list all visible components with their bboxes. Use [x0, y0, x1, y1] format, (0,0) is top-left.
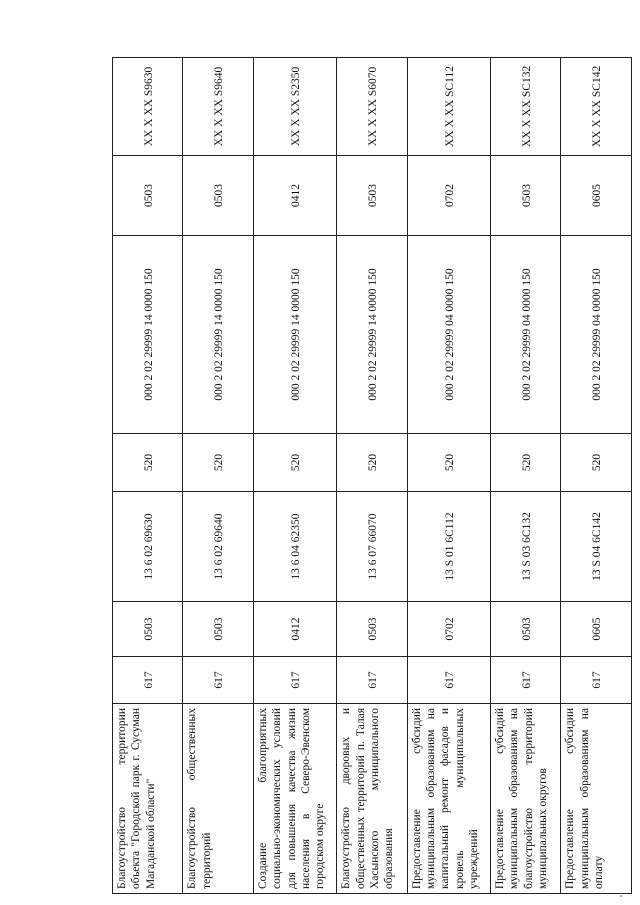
cell-code: XX X XX SС112: [407, 58, 490, 156]
cell-vr: 520: [183, 434, 253, 492]
cell-grbs: 617: [407, 657, 490, 704]
cell-vr: 520: [561, 434, 632, 492]
rotated-table-container: [112, 58, 632, 894]
cell-code: XX X XX S9630: [113, 58, 183, 156]
table-row: [113, 58, 183, 894]
scan-speck: [620, 895, 622, 897]
cell-name: Предоставление субсидий муниципальным образованиям на благоустройство территорий муниципальных округов: [491, 704, 561, 894]
cell-rz2: 0503: [183, 156, 253, 236]
cell-rz2: 0605: [561, 156, 632, 236]
cell-code: XX X XX S9640: [183, 58, 253, 156]
cell-name: Создание благоприятных социально-экономических условий для повышения качества жизни населения в Северо-Эвенском городском округе: [253, 704, 336, 894]
table-row: [491, 58, 561, 894]
cell-code: XX X XX SС132: [491, 58, 561, 156]
cell-name: Благоустройство общественных территорий: [183, 704, 253, 894]
cell-vr: 520: [253, 434, 336, 492]
cell-name: Благоустройство территории объекта "Городской парк г. Сусуман Магаданской области": [113, 704, 183, 894]
cell-csr: 13 6 07 66070: [337, 492, 407, 602]
cell-name: Благоустройство дворовых и общественных территорий п. Талая Хасынского муниципального образования: [337, 704, 407, 894]
cell-rz2: 0412: [253, 156, 336, 236]
cell-grbs: 617: [183, 657, 253, 704]
table-row: [407, 58, 490, 894]
cell-kbk: 000 2 02 29999 04 0000 150: [407, 236, 490, 434]
cell-grbs: 617: [561, 657, 632, 704]
cell-kbk: 000 2 02 29999 14 0000 150: [113, 236, 183, 434]
table-row: [337, 58, 407, 894]
cell-kbk: 000 2 02 29999 14 0000 150: [183, 236, 253, 434]
cell-rz: 0702: [407, 602, 490, 657]
cell-csr: 13 S 04 6С142: [561, 492, 632, 602]
cell-rz2: 0503: [491, 156, 561, 236]
cell-name: Предоставление субсидии муниципальным образованиям на оплату: [561, 704, 632, 894]
cell-csr: 13 6 04 62350: [253, 492, 336, 602]
cell-vr: 520: [337, 434, 407, 492]
budget-table: [112, 57, 632, 894]
cell-rz: 0503: [337, 602, 407, 657]
cell-kbk: 000 2 02 29999 04 0000 150: [561, 236, 632, 434]
cell-csr: 13 6 02 69630: [113, 492, 183, 602]
cell-vr: 520: [491, 434, 561, 492]
cell-grbs: 617: [113, 657, 183, 704]
table-body: [113, 58, 632, 894]
cell-name: Предоставление субсидий муниципальным образованиям на капитальный ремонт фасадов и кровель муниципальных учреждений: [407, 704, 490, 894]
cell-vr: 520: [407, 434, 490, 492]
table-row: [561, 58, 632, 894]
cell-csr: 13 6 02 69640: [183, 492, 253, 602]
cell-grbs: 617: [253, 657, 336, 704]
cell-rz: 0503: [491, 602, 561, 657]
cell-grbs: 617: [491, 657, 561, 704]
cell-vr: 520: [113, 434, 183, 492]
cell-kbk: 000 2 02 29999 14 0000 150: [253, 236, 336, 434]
cell-rz2: 0503: [337, 156, 407, 236]
cell-csr: 13 S 03 6С132: [491, 492, 561, 602]
cell-code: XX X XX S6070: [337, 58, 407, 156]
cell-rz2: 0503: [113, 156, 183, 236]
table-row: [183, 58, 253, 894]
cell-rz2: 0702: [407, 156, 490, 236]
cell-rz: 0412: [253, 602, 336, 657]
cell-code: XX X XX SС142: [561, 58, 632, 156]
cell-kbk: 000 2 02 29999 04 0000 150: [491, 236, 561, 434]
cell-csr: 13 S 01 6С112: [407, 492, 490, 602]
cell-rz: 0503: [183, 602, 253, 657]
cell-kbk: 000 2 02 29999 14 0000 150: [337, 236, 407, 434]
cell-grbs: 617: [337, 657, 407, 704]
table-row: [253, 58, 336, 894]
cell-rz: 0605: [561, 602, 632, 657]
cell-rz: 0503: [113, 602, 183, 657]
cell-code: XX X XX S2350: [253, 58, 336, 156]
